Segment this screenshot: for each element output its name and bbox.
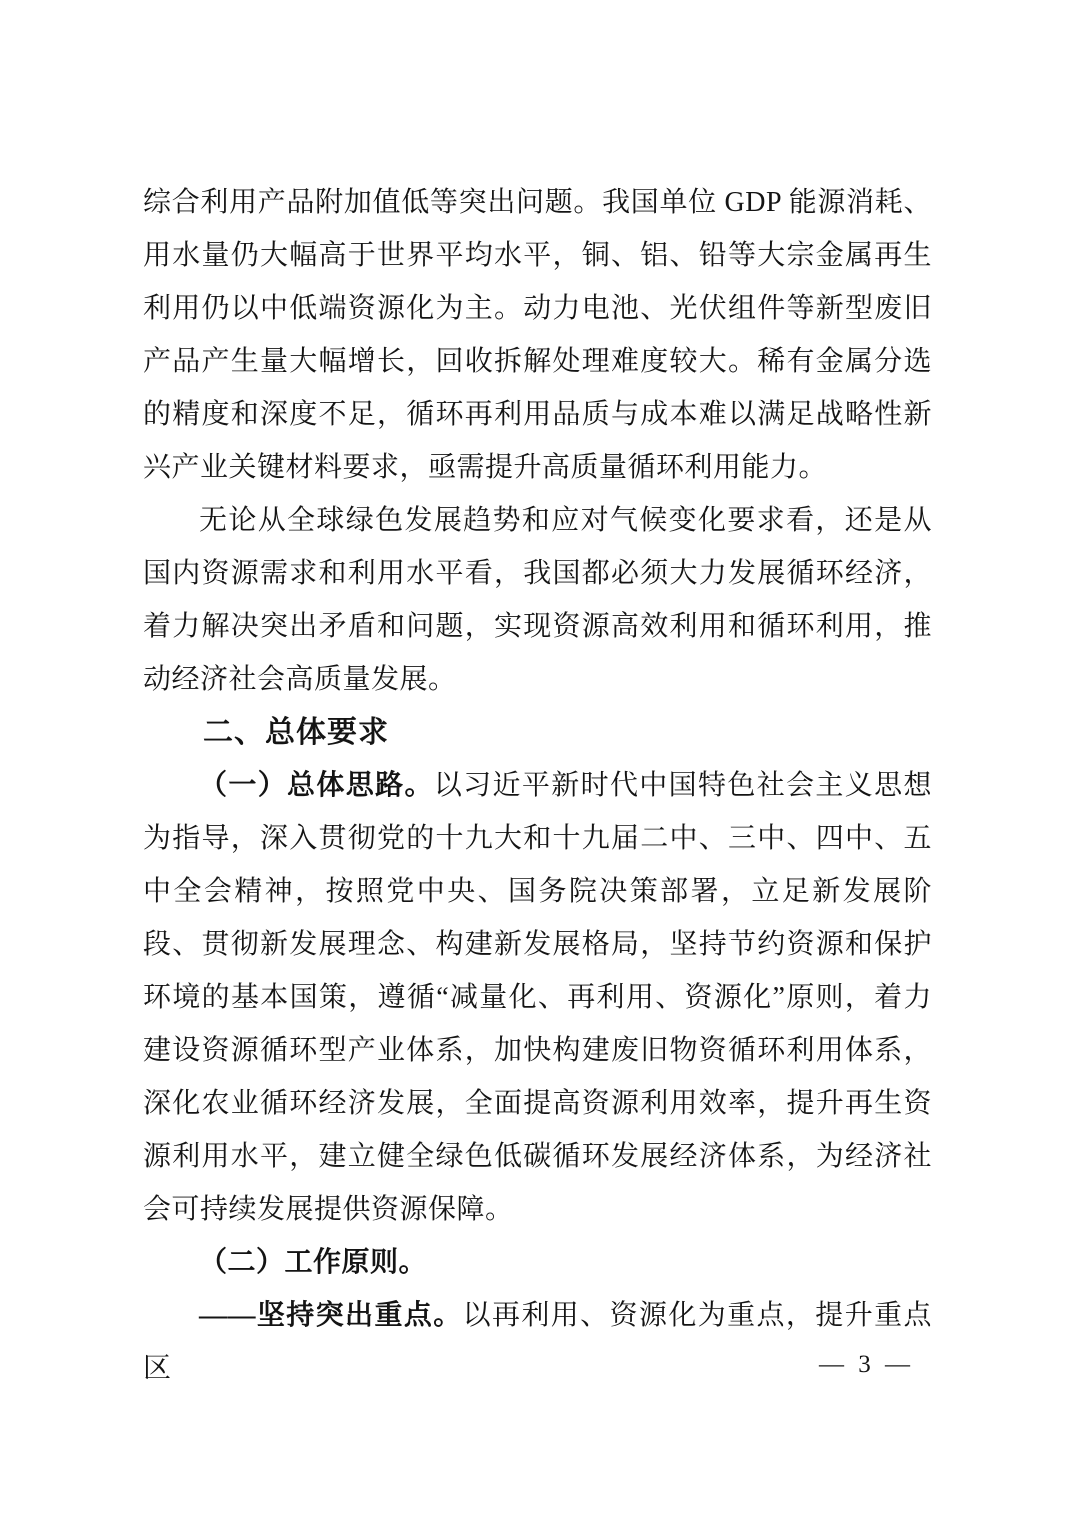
section-heading: 二、总体要求 xyxy=(203,716,389,749)
paragraph-work-principles xyxy=(143,1236,932,1289)
paragraph-lead: （一）总体思路。 xyxy=(199,770,434,801)
paragraph-continuation: 综合利用产品附加值低等突出问题。我国单位 GDP 能源消耗、用水量仍大幅高于世界平均水平，铜、铝、铅等大宗金属再生利用仍以中低端资源化为主。动力电池、光伏组件等新型废旧产品产生量大幅增长，回收拆解处理难度较大。稀有金属分选的精度和深度不足，循环再利用品质与成本难以满足战略性新兴产业关键材料要求，亟需提升高质量循环利用能力。 xyxy=(143,187,932,483)
paragraph: 无论从全球绿色发展趋势和应对气候变化要求看，还是从国内资源需求和利用水平看，我国都必须大力发展循环经济，着力解决突出矛盾和问题，实现资源高效利用和循环利用，推动经济社会高质量发展。 xyxy=(143,505,932,695)
paragraph-lead: （二）工作原则。 xyxy=(199,1247,428,1278)
paragraph-text: 以习近平新时代中国特色社会主义思想为指导，深入贯彻党的十九大和十九届二中、三中、四中、五中全会精神，按照党中央、国务院决策部署，立足新发展阶段、贯彻新发展理念、构建新发展格局，坚持节约资源和保护环境的基本国策，遵循“减量化、再利用、资源化”原则，着力建设资源循环型产业体系，加快构建废旧物资循环利用体系，深化农业循环经济发展，全面提高资源利用效率，提升再生资源利用水平，建立健全绿色低碳循环发展经济体系，为经济社会可持续发展提供资源保障。 xyxy=(143,770,932,1225)
paragraph-lead: ——坚持突出重点。 xyxy=(199,1300,463,1331)
document-text-block xyxy=(143,176,932,1395)
paragraph-key-focus xyxy=(143,1289,932,1395)
paragraph-text: 以再利用、资源化为重点，提升重点区 xyxy=(143,1300,932,1384)
page-number: — 3 — xyxy=(819,1351,914,1378)
paragraph-general-approach xyxy=(143,759,932,1236)
